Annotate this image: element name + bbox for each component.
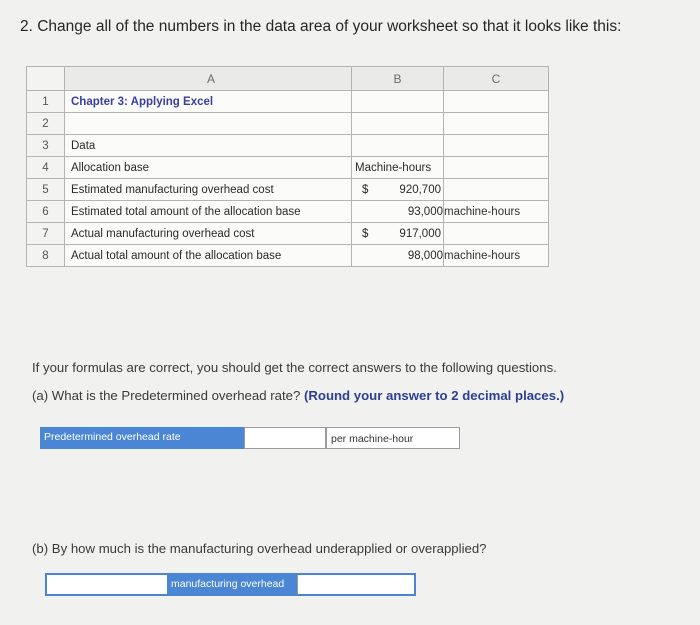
table-row <box>27 91 549 113</box>
cell-a8: Actual total amount of the allocation base <box>65 245 352 267</box>
manufacturing-overhead-dropdown[interactable]: manufacturing overhead <box>167 575 297 594</box>
cell-a2 <box>65 113 352 135</box>
cell-value: 920,700 <box>399 183 441 196</box>
cell-b2 <box>352 113 444 135</box>
row-number: 2 <box>27 113 65 135</box>
cell-b6: 93,000 <box>352 201 444 223</box>
answer-row-b <box>45 573 416 596</box>
row-number: 6 <box>27 201 65 223</box>
cell-a7: Actual manufacturing overhead cost <box>65 223 352 245</box>
column-header-c: C <box>444 67 549 91</box>
cell-c4 <box>444 157 549 179</box>
table-row <box>27 135 549 157</box>
cell-b1 <box>352 91 444 113</box>
table-row <box>27 179 549 201</box>
column-header-row <box>27 67 549 91</box>
cell-c8: machine-hours <box>444 245 549 267</box>
column-header-a: A <box>65 67 352 91</box>
answer-row-a <box>40 427 460 449</box>
cell-c2 <box>444 113 549 135</box>
cell-a3: Data <box>65 135 352 157</box>
cell-b7 <box>352 223 444 245</box>
cell-c5 <box>444 179 549 201</box>
column-header-b: B <box>352 67 444 91</box>
cell-a4: Allocation base <box>65 157 352 179</box>
cell-a6: Estimated total amount of the allocation base <box>65 201 352 223</box>
cell-c6: machine-hours <box>444 201 549 223</box>
row-number: 1 <box>27 91 65 113</box>
rounding-note: (Round your answer to 2 decimal places.) <box>303 388 565 403</box>
cell-a1: Chapter 3: Applying Excel <box>65 91 352 113</box>
predetermined-rate-input[interactable] <box>244 427 326 449</box>
cell-a5: Estimated manufacturing overhead cost <box>65 179 352 201</box>
table-row <box>27 223 549 245</box>
cell-b5 <box>352 179 444 201</box>
question-2-title: 2. Change all of the numbers in the data area of your worksheet so that it looks like this: <box>20 18 622 35</box>
table-row <box>27 245 549 267</box>
currency-symbol: $ <box>362 183 369 196</box>
question-b-text: (b) By how much is the manufacturing overhead underapplied or overapplied? <box>32 541 487 556</box>
worksheet-table <box>26 66 549 267</box>
cell-b4: Machine-hours <box>352 157 444 179</box>
question-a-prompt: (a) What is the Predetermined overhead rate? <box>32 388 301 403</box>
overhead-amount-input[interactable] <box>47 575 167 594</box>
cell-b3 <box>352 135 444 157</box>
currency-symbol: $ <box>362 227 369 240</box>
row-number: 7 <box>27 223 65 245</box>
cell-c3 <box>444 135 549 157</box>
overhead-answer-input[interactable] <box>297 575 414 594</box>
corner-cell <box>27 67 65 91</box>
table-row <box>27 201 549 223</box>
predetermined-rate-label: Predetermined overhead rate <box>40 427 244 449</box>
row-number: 4 <box>27 157 65 179</box>
per-machine-hour-label: per machine-hour <box>326 427 460 449</box>
row-number: 8 <box>27 245 65 267</box>
cell-c1 <box>444 91 549 113</box>
cell-c7 <box>444 223 549 245</box>
row-number: 5 <box>27 179 65 201</box>
table-row <box>27 113 549 135</box>
cell-value: 917,000 <box>399 227 441 240</box>
question-a-text <box>32 388 564 403</box>
intro-text: If your formulas are correct, you should get the correct answers to the following questions. <box>32 360 557 375</box>
table-row <box>27 157 549 179</box>
row-number: 3 <box>27 135 65 157</box>
cell-b8: 98,000 <box>352 245 444 267</box>
